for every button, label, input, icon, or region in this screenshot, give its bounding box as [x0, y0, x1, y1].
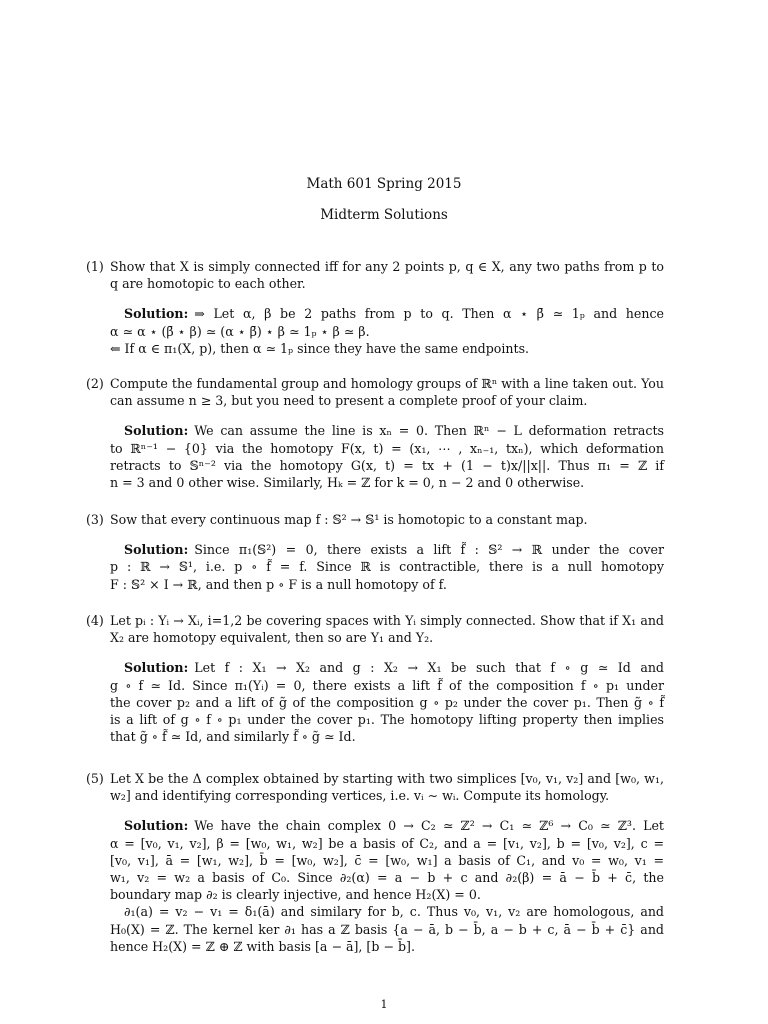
problem-solution: Solution: Let f : X₁ → X₂ and g : X₂ → X₁ be such that f ∘ g ≃ Id and g ∘ f ≃ Id. Since π₁(Yᵢ) = 0, there exists a lift f̃ of the composition f ∘ p₁ under the cover p₂ and a lift of g̃ of the composition g ∘ p₂ under the cover p₁. Then g̃ ∘ f̃ is a lift of g ∘ f ∘ p₁ under the cover p₁. The homotopy lifting property then implies that g̃ ∘ f̃ ≃ Id, and similarly f̃ ∘ g̃ ≃ Id. [110, 660, 664, 745]
problem-question: Show that X is simply connected iff for any 2 points p, q ∈ X, any two paths from p to q are homotopic to each other. [110, 259, 664, 292]
solution-label: Solution: [124, 660, 189, 676]
problem-question: Compute the fundamental group and homology groups of ℝⁿ with a line taken out. You can assume n ≥ 3, but you need to present a complete proof of your claim. [110, 376, 664, 409]
problem-4 [86, 612, 664, 745]
problem-question: Let X be the Δ complex obtained by starting with two simplices [v₀, v₁, v₂] and [w₀, w₁, w₂] and identifying corresponding vertices, i.e. vᵢ ∼ wᵢ. Compute its homology. [110, 771, 664, 804]
solution-label: Solution: [124, 542, 189, 558]
problem-solution: Solution: We can assume the line is xₙ = 0. Then ℝⁿ − L deformation retracts to ℝⁿ⁻¹ − {0} via the homotopy F(x, t) = (x₁, ⋯ , xₙ₋₁, txₙ), which deformation retracts to 𝕊ⁿ⁻² via the homotopy G(x, t) = tx + (1 − t)x/||x||. Thus π₁ = ℤ if n = 3 and 0 other wise. Similarly, Hₖ = ℤ for k = 0, n − 2 and 0 otherwise. [110, 423, 664, 491]
course-title: Math 601 Spring 2015 [306, 176, 462, 192]
problem-5 [86, 770, 664, 955]
problem-question: Sow that every continuous map f : 𝕊² → 𝕊¹ is homotopic to a constant map. [110, 512, 588, 527]
problem-number: (1) [86, 259, 104, 274]
problem-number: (4) [86, 613, 104, 628]
problem-solution: Solution: We have the chain complex 0 → C₂ ≃ ℤ² → C₁ ≃ ℤ⁶ → C₀ ≃ ℤ³. Let α = [v₀, v₁, v₂], β = [w₀, w₁, w₂] be a basis of C₂, and a = [v₁, v₂], b = [v₀, v₂], c = [v₀, v₁], ā = [w₁, w₂], b̄ = [w₀, w₂], c̄ = [w₀, w₁] a basis of C₁, and v₀ = w₀, v₁ = w₁, v₂ = w₂ a basis of C₀. Since ∂₂(α) = a − b + c and ∂₂(β) = ā − b̄ + c̄, the boundary map ∂₂ is clearly injective, and hence H₂(X) = 0. [110, 818, 664, 903]
document-subtitle: Midterm Solutions [320, 207, 448, 223]
problem-2 [86, 375, 664, 491]
solution-label: Solution: [124, 306, 189, 322]
problem-number: (2) [86, 376, 104, 391]
problem-1 [86, 258, 664, 357]
page-number: 1 [380, 998, 388, 1011]
problem-3 [86, 511, 664, 593]
problem-question: Let pᵢ : Yᵢ → Xᵢ, i=1,2 be covering spaces with Yᵢ simply connected. Show that if X₁ and X₂ are homotopy equivalent, then so are Y₁ and Y₂. [110, 613, 664, 646]
problem-number: (5) [86, 771, 104, 786]
solution-label: Solution: [124, 423, 189, 439]
problem-solution: Solution: Since π₁(𝕊²) = 0, there exists a lift f̃ : 𝕊² → ℝ under the cover p : ℝ → 𝕊¹, i.e. p ∘ f̃ = f. Since ℝ is contractible, there is a null homotopy F : 𝕊² × I → ℝ, and then p ∘ F is a null homotopy of f. [110, 542, 664, 592]
problem-solution-continued: ∂₁(a) = v₂ − v₁ = δ₁(ā) and similary for b, c. Thus v₀, v₁, v₂ are homologous, and H₀(X) = ℤ. The kernel ker ∂₁ has a ℤ basis {a − ā, b − b̄, a − b + c, ā − b̄ + c̄} and hence H₂(X) = ℤ ⊕ ℤ with basis [a − ā], [b − b̄]. [110, 904, 664, 954]
solution-label: Solution: [124, 818, 189, 834]
problem-solution: Solution: ⇒ Let α, β be 2 paths from p to q. Then α ⋆ β̄ ≃ 1ₚ and hence α ≃ α ⋆ (β̄ ⋆ β) ≃ (α ⋆ β̄) ⋆ β ≃ 1ₚ ⋆ β ≃ β. ⇐ If α ∈ π₁(X, p), then α ≃ 1ₚ since they have the same endpoints. [110, 306, 664, 356]
problem-number: (3) [86, 512, 104, 527]
